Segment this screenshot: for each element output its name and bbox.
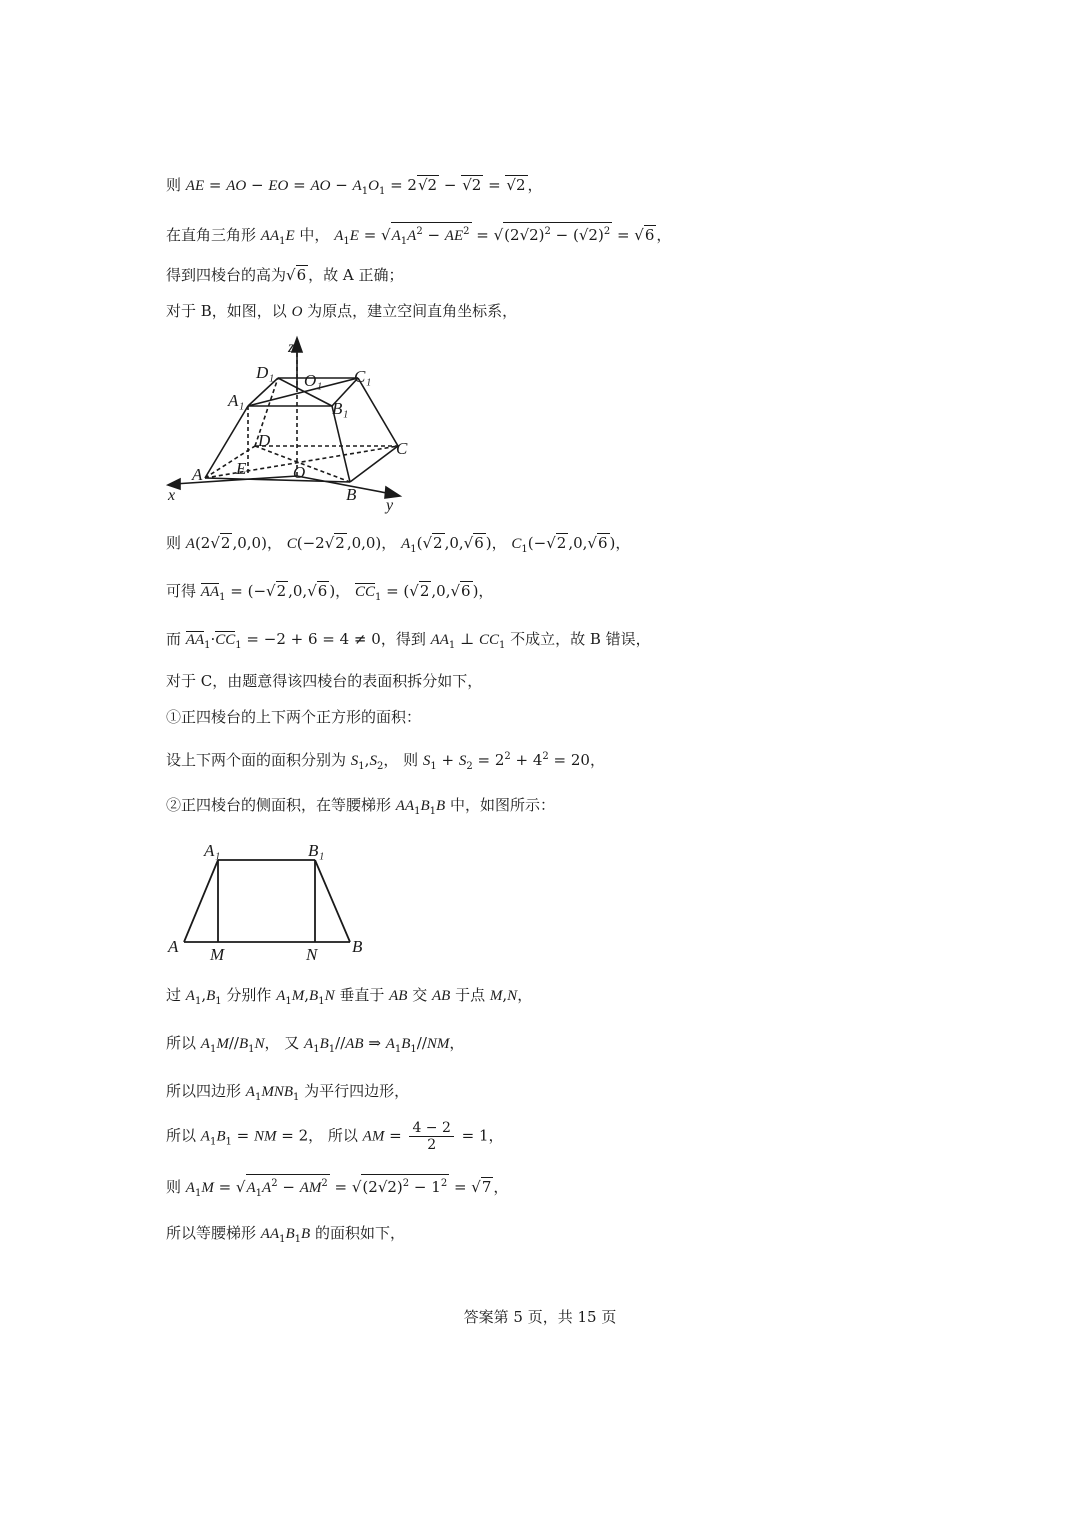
text-line-11: ②正四棱台的侧面积，在等腰梯形 $AA_1B_1B$ 中，如图所示： — [166, 796, 555, 817]
label-A1: A₁ — [228, 391, 245, 410]
label-D: D — [258, 431, 271, 450]
label-A1: A₁ — [204, 841, 221, 860]
text-line-1: 则 AE = AO − EO = AO − $A_1O_1 = 2√2 - √2 = √2$ ， — [166, 176, 543, 197]
text-line-10: 设上下两个面的面积分别为 $S_1,S_2$， 则 $S_1 + S_2 = 2^2 + 4^2 = 20$， — [166, 751, 605, 772]
label-B1: B₁ — [332, 399, 349, 418]
text-line-5: 则 A(2√2 ,0,0)， C(−2√2 ,0,0)， $A_1(√2$ ,0,√6 )， $C_1(-√2$ ,0,√6 )， — [166, 534, 631, 555]
label-B: B — [346, 485, 357, 504]
label-C1: C₁ — [354, 367, 372, 386]
label-N: N — [306, 945, 318, 964]
label-B: B — [352, 937, 363, 956]
text-line-17: 所以等腰梯形 $AA_1B_1B$ 的面积如下， — [166, 1224, 405, 1245]
text-line-3: 得到四棱台的高为√6 ，故 A 正确； — [166, 266, 404, 284]
label-D1: D₁ — [256, 363, 275, 382]
text-line-7: 而 $AA_1\cdot CC_1 = -2 + 6 = 4 \ne 0$，得到 $AA_1$ ⊥ $CC_1$ 不成立，故 B 错误， — [166, 630, 651, 651]
label-z: z — [288, 339, 295, 356]
text-line-8: 对于 C，由题意得该四棱台的表面积拆分如下， — [166, 672, 483, 690]
text-line-12: 过 $A_1,B_1$ 分别作 $A_1M,B_1N$ 垂直于 AB 交 AB 于点 M,N， — [166, 986, 533, 1007]
label-M: M — [210, 945, 225, 964]
label-B1: B₁ — [308, 841, 325, 860]
label-x: x — [168, 487, 176, 504]
label-O: O — [293, 463, 306, 482]
text-line-13: 所以 $A_1M//B_1N$， 又 $A_1B_1//AB$ ⇒ $A_1B_1//NM$， — [166, 1034, 465, 1055]
page-footer: 答案第 5 页，共 15 页 — [463, 1308, 617, 1326]
text-line-16: 则 $A_1M = √A_1A^2 - AM^2 = √(2√2)^2 - 1^2 = √7$ ， — [166, 1174, 508, 1205]
text-line-4: 对于 B，如图，以 O 为原点，建立空间直角坐标系， — [166, 302, 518, 320]
text-line-14: 所以四边形 $A_1MNB_1$ 为平行四边形， — [166, 1082, 410, 1103]
label-y: y — [386, 497, 394, 514]
text-line-2: 在直角三角形 $AA_1E$ 中， $A_1E = √A_1A^2 - AE^2 = √(2√2)^2 - (√2)^2 = √6$ ， — [166, 222, 671, 253]
trapezoid-figure — [160, 836, 380, 972]
frustum-figure — [160, 334, 420, 514]
label-A: A — [192, 465, 203, 484]
text-line-15: 所以 $A_1B_1$ = NM = 2， 所以 AM = $\frac{4 - 2}{2}$ = 1， — [166, 1120, 504, 1153]
label-O1: O₁ — [304, 371, 323, 390]
label-E: E — [236, 459, 247, 478]
label-C: C — [396, 439, 408, 458]
text-line-9: ①正四棱台的上下两个正方形的面积： — [166, 708, 422, 726]
text-line-6: 可得 $AA_1 = (-√2$ ,0,√6 )， $CC_1 = (√2$ ,0,√6 )， — [166, 582, 494, 603]
label-A: A — [168, 937, 179, 956]
